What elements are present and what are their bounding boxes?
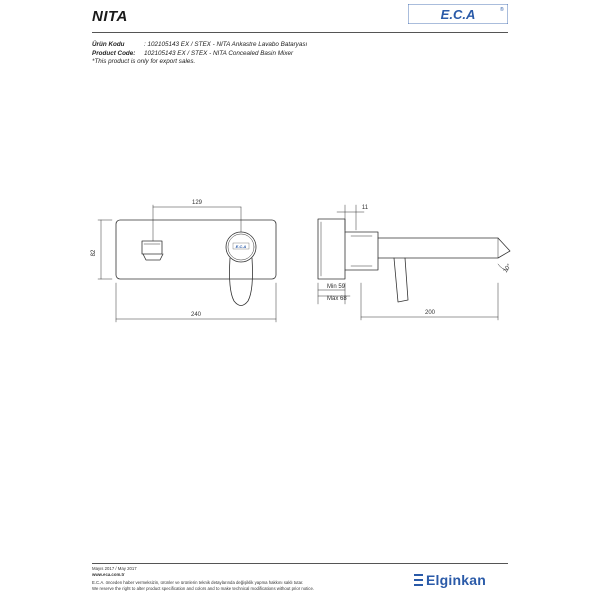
dim-width-label: 240 [190,312,202,318]
handle-lever [230,258,253,306]
spout-outlet [142,241,162,254]
product-code-tr-value: : 102105143 EX / STEX - NITA Ankastre Lavabo Bataryası [144,41,308,48]
elginkan-logo [414,572,486,588]
wall-plate-front [116,220,276,279]
brand-name: Elginkan [426,572,486,588]
footer-website[interactable]: www.eca.com.tr [92,572,125,577]
dim-spacing-label: 129 [191,200,203,206]
footer-rule [92,563,508,564]
handle-side [394,258,408,302]
registered-mark: ® [500,7,504,13]
dim-max-label: Max 68 [327,296,347,302]
angle-label: 10° [502,263,513,275]
dim-depth-label: 11 [361,205,369,211]
body-block [345,232,378,270]
dim-height-label: 82 [91,249,97,257]
spout-side [378,238,510,258]
footer-notice-tr: E.C.A. önceden haber vermeksizin, ürünler ve ürünlerin teknik detaylarında değişiklik yapma hakkını saklı tutar. [92,580,304,585]
export-note: *This product is only for export sales. [92,58,196,65]
product-code-en-value: 102105143 EX / STEX - NITA Concealed Basin Mixer [144,50,294,57]
spout-lip [143,254,163,260]
product-code-tr-label: Ürün Kodu [92,41,125,48]
dim-height-line [98,220,112,279]
logo-text: E.C.A [440,7,476,22]
elginkan-mark-icon [414,574,423,586]
dim-min-label: Min 59 [327,284,346,290]
product-title: NITA [92,8,128,25]
dim-spacing-line [153,205,241,241]
dim-depth-line [337,205,364,230]
footer-date: Mayıs 2017 / May 2017 [92,566,137,571]
product-code-en-label: Product Code: [92,50,136,57]
wall-plate-side [318,219,345,279]
plate-logo: E.C.A [235,244,247,249]
footer-notice-en: We reserve the right to alter product specification and colors and to make technical modifications without prior notice. [92,586,315,591]
dim-reach-label: 200 [424,310,436,316]
